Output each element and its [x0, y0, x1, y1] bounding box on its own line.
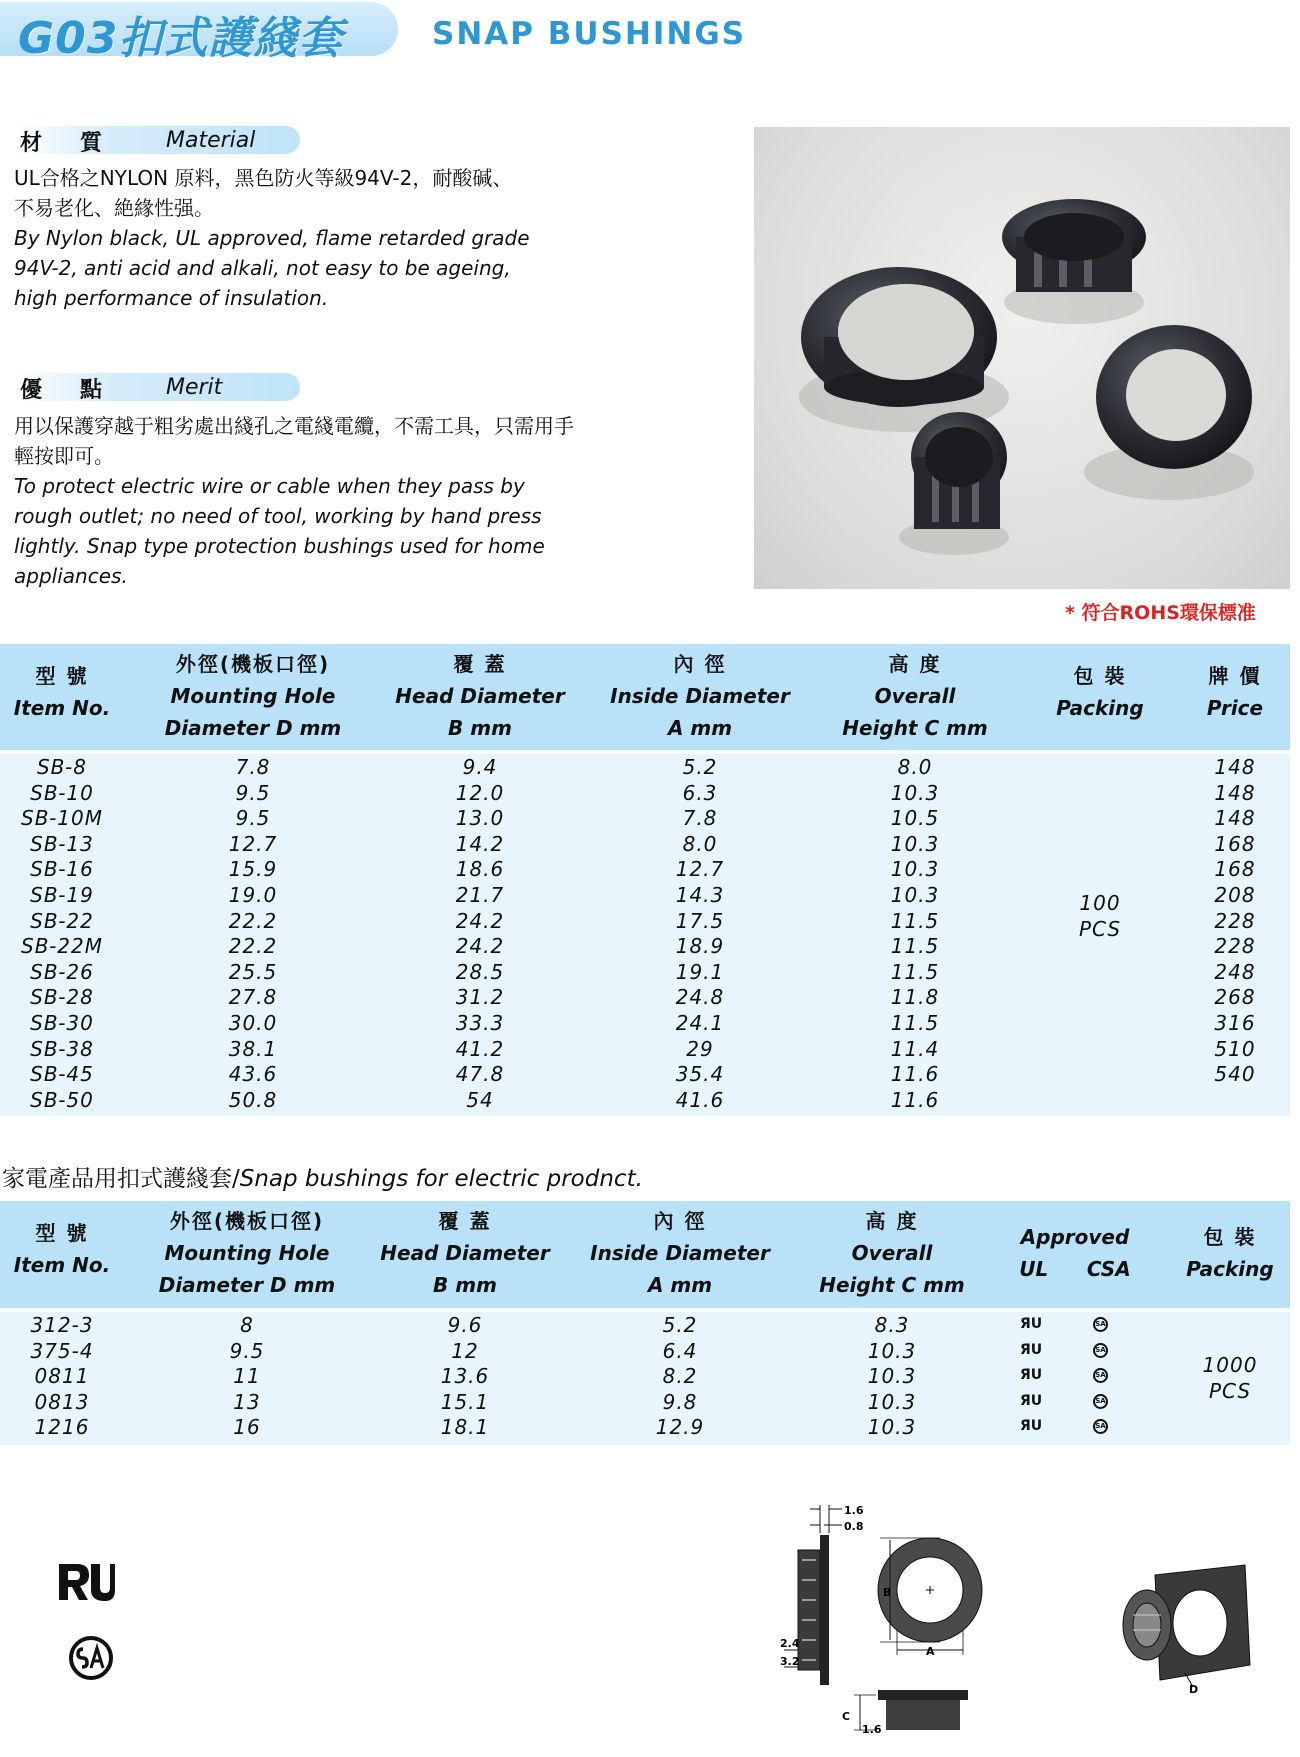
- t2-cell-head: 12: [451, 1338, 479, 1363]
- material-label-en: Material: [166, 128, 256, 153]
- merit-text-zh-2: 輕按即可。: [14, 444, 114, 468]
- t1-cell-height: 10.3: [890, 780, 940, 805]
- t1-cell-mount: 43.6: [228, 1062, 278, 1087]
- t2-height-en1: Overall: [851, 1241, 933, 1265]
- t1-cell-height: 11.6: [890, 1062, 940, 1087]
- subtitle-zh: 家電產品用扣式護綫套/: [2, 1166, 240, 1192]
- table-row: [0, 805, 1290, 831]
- t1-cell-item: SB-8: [36, 755, 87, 779]
- table-row: [0, 959, 1290, 985]
- t1-mount-en1: Mounting Hole: [170, 684, 336, 708]
- t1-cell-inside: 5.2: [682, 755, 718, 779]
- t1-cell-price: 148: [1214, 755, 1256, 779]
- merit-label-zh: 優點: [20, 378, 141, 403]
- t1-cell-inside: 8.0: [682, 831, 718, 856]
- t1-cell-mount: 30.0: [228, 1011, 278, 1035]
- t1-cell-height: 8.0: [897, 755, 933, 779]
- t1-cell-mount: 7.8: [235, 755, 271, 779]
- t2-cell-mount: 8: [240, 1313, 254, 1337]
- t2-cell-head: 18.1: [440, 1415, 490, 1440]
- t1-cell-price: 228: [1214, 908, 1256, 933]
- t2-cell-head: 15.1: [440, 1389, 490, 1414]
- product-photo: [754, 127, 1290, 589]
- t1-inside-zh: 內 徑: [673, 652, 727, 676]
- t2-pack-zh: 包 裝: [1203, 1225, 1257, 1249]
- t2-cell-height: 8.3: [874, 1313, 910, 1337]
- t1-col-height: [820, 648, 1010, 744]
- t1-cell-mount: 22.2: [228, 934, 278, 959]
- ul-logo-icon: [55, 1560, 117, 1604]
- t2-head-en2: B mm: [433, 1273, 497, 1297]
- t2-cell-item: 375-4: [30, 1338, 94, 1363]
- t1-cell-price: 168: [1214, 857, 1256, 882]
- t1-head-en2: B mm: [448, 716, 512, 740]
- t1-cell-price: 168: [1214, 831, 1256, 856]
- t2-cell-height: 10.3: [867, 1364, 917, 1389]
- t2-height-zh: 高 度: [865, 1209, 919, 1233]
- table-row: [0, 1338, 1290, 1364]
- t2-col-inside: [585, 1205, 775, 1301]
- t1-pack-en: Packing: [1056, 696, 1144, 720]
- t1-cell-inside: 19.1: [675, 959, 725, 984]
- t1-col-head: [385, 648, 575, 744]
- t1-cell-head: 18.6: [455, 857, 505, 882]
- t2-packing-unit: PCS: [1208, 1379, 1252, 1403]
- t1-cell-mount: 38.1: [228, 1036, 278, 1061]
- t2-ul: UL: [1019, 1257, 1049, 1281]
- t1-cell-head: 24.2: [455, 934, 505, 959]
- t1-cell-inside: 41.6: [675, 1087, 725, 1112]
- t1-cell-inside: 24.1: [675, 1011, 725, 1035]
- t1-height-en1: Overall: [874, 684, 956, 708]
- t1-cell-head: 14.2: [455, 831, 505, 856]
- t1-cell-inside: 35.4: [675, 1062, 725, 1087]
- t1-price-en: Price: [1206, 696, 1264, 720]
- dim-label-1: 1.6: [844, 1504, 864, 1517]
- table-row: [0, 1061, 1290, 1087]
- t1-cell-mount: 9.5: [235, 806, 271, 831]
- table1-header: [0, 641, 1290, 750]
- t1-cell-head: 24.2: [455, 908, 505, 933]
- t1-price-zh: 牌 價: [1208, 664, 1262, 688]
- table-row: [0, 1312, 1290, 1338]
- t2-inside-en1: Inside Diameter: [590, 1241, 770, 1265]
- t1-cell-height: 11.5: [890, 908, 940, 933]
- table-row: [0, 1087, 1290, 1113]
- t1-cell-height: 10.3: [890, 857, 940, 882]
- table-row: [0, 780, 1290, 806]
- t1-packing-qty: 100: [1079, 891, 1121, 915]
- t1-cell-inside: 29: [686, 1036, 714, 1061]
- t1-cell-item: SB-26: [30, 959, 94, 984]
- t2-packing-qty: 1000: [1202, 1353, 1258, 1377]
- merit-heading: [14, 373, 300, 401]
- t1-cell-head: 47.8: [455, 1062, 505, 1087]
- t2-item-en: Item No.: [13, 1253, 111, 1277]
- t1-cell-price: 208: [1214, 883, 1256, 907]
- t2-inside-zh: 內 徑: [653, 1209, 707, 1233]
- t1-mount-en2: Diameter D mm: [164, 716, 342, 740]
- t1-mount-zh: 外徑(機板口徑): [175, 652, 331, 676]
- t2-cell-inside: 12.9: [655, 1415, 705, 1440]
- t1-cell-inside: 12.7: [675, 857, 725, 882]
- merit-text: [14, 411, 674, 591]
- t1-cell-inside: 6.3: [682, 780, 718, 805]
- t2-cell-inside: 6.4: [662, 1338, 698, 1363]
- t1-cell-price: 540: [1214, 1062, 1256, 1087]
- t2-cell-head: 9.6: [447, 1313, 483, 1337]
- material-text-zh-1: UL合格之NYLON 原料，黑色防火等級94V-2，耐酸碱、: [14, 166, 513, 190]
- t1-height-en2: Height C mm: [842, 716, 988, 740]
- t2-cell-mount: 9.5: [229, 1338, 265, 1363]
- t1-cell-price: 228: [1214, 934, 1256, 959]
- table-row: [0, 831, 1290, 857]
- t2-cell-height: 10.3: [867, 1338, 917, 1363]
- t2-cell-height: 10.3: [867, 1389, 917, 1414]
- t2-mount-zh: 外徑(機板口徑): [169, 1209, 325, 1233]
- table-row: [0, 984, 1290, 1010]
- t2-cell-mount: 16: [233, 1415, 261, 1440]
- t1-cell-item: SB-22M: [21, 934, 103, 959]
- t1-cell-mount: 22.2: [228, 908, 278, 933]
- dim-label-b: B: [883, 1586, 892, 1599]
- dim-label-c: C: [842, 1710, 851, 1723]
- table-row: [0, 1010, 1290, 1036]
- t2-approved: Approved: [1020, 1225, 1130, 1249]
- t1-cell-inside: 14.3: [675, 883, 725, 907]
- t2-col-head: [370, 1205, 560, 1301]
- t1-cell-mount: 50.8: [228, 1087, 278, 1112]
- t1-cell-inside: 24.8: [675, 985, 725, 1010]
- table-row: [0, 1036, 1290, 1062]
- t1-cell-item: SB-10M: [21, 806, 103, 831]
- t2-csa: CSA: [1086, 1257, 1131, 1281]
- merit-text-en-2: rough outlet; no need of tool, working by hand press: [14, 504, 542, 528]
- table2-body: [0, 1312, 1290, 1445]
- t1-cell-mount: 9.5: [235, 780, 271, 805]
- t1-cell-inside: 7.8: [682, 806, 718, 831]
- dim-label-2: 0.8: [844, 1520, 864, 1533]
- t1-cell-head: 41.2: [455, 1036, 505, 1061]
- t1-cell-height: 11.5: [890, 934, 940, 959]
- t1-col-item: [0, 660, 124, 724]
- t1-cell-item: SB-30: [30, 1011, 94, 1035]
- material-text-en-1: By Nylon black, UL approved, flame retarded grade: [14, 226, 530, 250]
- csa-mark-icon: SA: [1093, 1343, 1108, 1358]
- dimension-drawing: [780, 1495, 1000, 1735]
- t1-cell-head: 21.7: [455, 883, 505, 907]
- t1-head-en1: Head Diameter: [395, 684, 565, 708]
- t1-cell-head: 12.0: [455, 780, 505, 805]
- t1-cell-head: 13.0: [455, 806, 505, 831]
- subtitle-en: Snap bushings for electric prodnct.: [239, 1166, 643, 1192]
- t1-cell-head: 33.3: [455, 1011, 505, 1035]
- csa-mark-icon: SA: [1093, 1419, 1108, 1434]
- table-row: [0, 933, 1290, 959]
- electric-product-subtitle: [2, 1160, 643, 1193]
- perspective-sketch: [1115, 1555, 1255, 1695]
- t1-item-zh: 型 號: [35, 664, 89, 688]
- t2-col-packing: [1170, 1221, 1290, 1285]
- material-label-zh: 材質: [20, 131, 141, 156]
- t2-item-zh: 型 號: [35, 1221, 89, 1245]
- t1-packing-unit: PCS: [1078, 917, 1122, 941]
- t1-inside-en1: Inside Diameter: [610, 684, 790, 708]
- t2-mount-en2: Diameter D mm: [158, 1273, 336, 1297]
- page-title: G03扣式護綫套: [18, 13, 344, 64]
- t1-cell-price: 148: [1214, 806, 1256, 831]
- rohs-note: * 符合ROHS環保標准: [1065, 602, 1256, 624]
- t2-cell-item: 1216: [34, 1415, 90, 1440]
- table-row: [0, 1363, 1290, 1389]
- t1-cell-height: 11.4: [890, 1036, 940, 1061]
- material-text-en-2: 94V-2, anti acid and alkali, not easy to be ageing,: [14, 256, 511, 280]
- t2-height-en2: Height C mm: [819, 1273, 965, 1297]
- csa-mark-icon: SA: [1093, 1394, 1108, 1409]
- t1-cell-head: 31.2: [455, 985, 505, 1010]
- t2-mount-en1: Mounting Hole: [164, 1241, 330, 1265]
- t2-cell-item: 312-3: [30, 1313, 94, 1337]
- t2-pack-en: Packing: [1186, 1257, 1274, 1281]
- merit-text-en-1: To protect electric wire or cable when they pass by: [14, 474, 525, 498]
- page-title-en: SNAP BUSHINGS: [432, 16, 747, 52]
- t1-col-inside: [605, 648, 795, 744]
- t1-cell-item: SB-50: [30, 1087, 94, 1112]
- bushings-illustration: [754, 127, 1290, 589]
- table-row: [0, 856, 1290, 882]
- ul-mark-icon: ЯU: [1020, 1392, 1043, 1409]
- t1-cell-mount: 15.9: [228, 857, 278, 882]
- t1-cell-height: 11.5: [890, 959, 940, 984]
- dim-label-3: 2.4: [780, 1637, 800, 1650]
- csa-logo-icon: [68, 1635, 114, 1681]
- t2-col-height: [797, 1205, 987, 1301]
- table-row: [0, 908, 1290, 934]
- t1-cell-item: SB-19: [30, 883, 94, 907]
- t1-cell-height: 11.6: [890, 1087, 940, 1112]
- t1-pack-zh: 包 裝: [1073, 664, 1127, 688]
- material-text-zh-2: 不易老化、絶緣性强。: [14, 196, 214, 220]
- dim-label-a: A: [926, 1645, 935, 1658]
- t1-cell-height: 10.5: [890, 806, 940, 831]
- t2-cell-item: 0811: [34, 1364, 90, 1389]
- ul-mark-icon: ЯU: [1020, 1367, 1043, 1384]
- table2-header: [0, 1198, 1290, 1308]
- t2-head-en1: Head Diameter: [380, 1241, 550, 1265]
- t1-cell-mount: 12.7: [228, 831, 278, 856]
- t2-cell-head: 13.6: [440, 1364, 490, 1389]
- t1-cell-mount: 25.5: [228, 959, 278, 984]
- t1-col-mount: [158, 648, 348, 744]
- t1-cell-item: SB-13: [30, 831, 94, 856]
- t1-cell-price: 248: [1214, 959, 1256, 984]
- t1-item-en: Item No.: [13, 696, 111, 720]
- table1-body: [0, 754, 1290, 1116]
- t1-head-zh: 覆 蓋: [453, 652, 507, 676]
- t2-cell-inside: 5.2: [662, 1313, 698, 1337]
- t1-cell-mount: 19.0: [228, 883, 278, 907]
- dim-label-d: D: [1189, 1683, 1199, 1695]
- t1-cell-item: SB-38: [30, 1036, 94, 1061]
- table-row: [0, 882, 1290, 908]
- t2-cell-mount: 13: [233, 1389, 261, 1414]
- t2-head-zh: 覆 蓋: [438, 1209, 492, 1233]
- merit-label-en: Merit: [166, 375, 223, 400]
- t2-cell-inside: 9.8: [662, 1389, 698, 1414]
- table-row: [0, 1389, 1290, 1415]
- t1-cell-item: SB-22: [30, 908, 94, 933]
- csa-mark-icon: SA: [1093, 1317, 1108, 1332]
- t1-cell-inside: 17.5: [675, 908, 725, 933]
- t1-cell-item: SB-45: [30, 1062, 94, 1087]
- t1-cell-height: 10.3: [890, 883, 940, 907]
- t1-height-zh: 高 度: [888, 652, 942, 676]
- ul-mark-icon: ЯU: [1020, 1341, 1043, 1358]
- t1-inside-en2: A mm: [667, 716, 733, 740]
- t1-cell-mount: 27.8: [228, 985, 278, 1010]
- dim-label-5: 1.6: [862, 1723, 882, 1735]
- ul-mark-icon: ЯU: [1020, 1418, 1043, 1435]
- t2-col-item: [0, 1217, 124, 1281]
- t1-col-price: [1180, 660, 1290, 724]
- t2-col-approved: [1000, 1221, 1150, 1285]
- t1-cell-height: 10.3: [890, 831, 940, 856]
- t2-cell-inside: 8.2: [662, 1364, 698, 1389]
- merit-text-zh-1: 用以保護穿越于粗劣處出綫孔之電綫電纜，不需工具，只需用手: [14, 414, 574, 438]
- t1-cell-inside: 18.9: [675, 934, 725, 959]
- t1-cell-price: 510: [1214, 1036, 1256, 1061]
- t2-cell-mount: 11: [233, 1364, 261, 1389]
- t1-cell-height: 11.5: [890, 1011, 940, 1035]
- material-text: [14, 163, 674, 313]
- merit-text-en-4: appliances.: [14, 564, 128, 588]
- t1-cell-height: 11.8: [890, 985, 940, 1010]
- t1-cell-head: 28.5: [455, 959, 505, 984]
- t1-cell-head: 54: [466, 1087, 494, 1112]
- material-text-en-3: high performance of insulation.: [14, 286, 329, 310]
- t1-cell-price: 148: [1214, 780, 1256, 805]
- t1-cell-item: SB-10: [30, 780, 94, 805]
- csa-mark-icon: SA: [1093, 1368, 1108, 1383]
- t1-cell-price: 268: [1214, 985, 1256, 1010]
- t2-inside-en2: A mm: [647, 1273, 713, 1297]
- table-row: [0, 1414, 1290, 1440]
- ul-mark-icon: ЯU: [1020, 1316, 1043, 1332]
- t2-cell-item: 0813: [34, 1389, 90, 1414]
- dim-label-4: 3.2: [780, 1655, 800, 1668]
- table-row: [0, 754, 1290, 780]
- merit-text-en-3: lightly. Snap type protection bushings used for home: [14, 534, 545, 558]
- t1-cell-item: SB-28: [30, 985, 94, 1010]
- t1-cell-price: 316: [1214, 1011, 1256, 1035]
- t2-col-mount: [152, 1205, 342, 1301]
- t1-col-packing: [1030, 660, 1170, 724]
- material-heading: [14, 126, 300, 154]
- t1-cell-item: SB-16: [30, 857, 94, 882]
- t1-cell-head: 9.4: [462, 755, 498, 779]
- t2-cell-height: 10.3: [867, 1415, 917, 1440]
